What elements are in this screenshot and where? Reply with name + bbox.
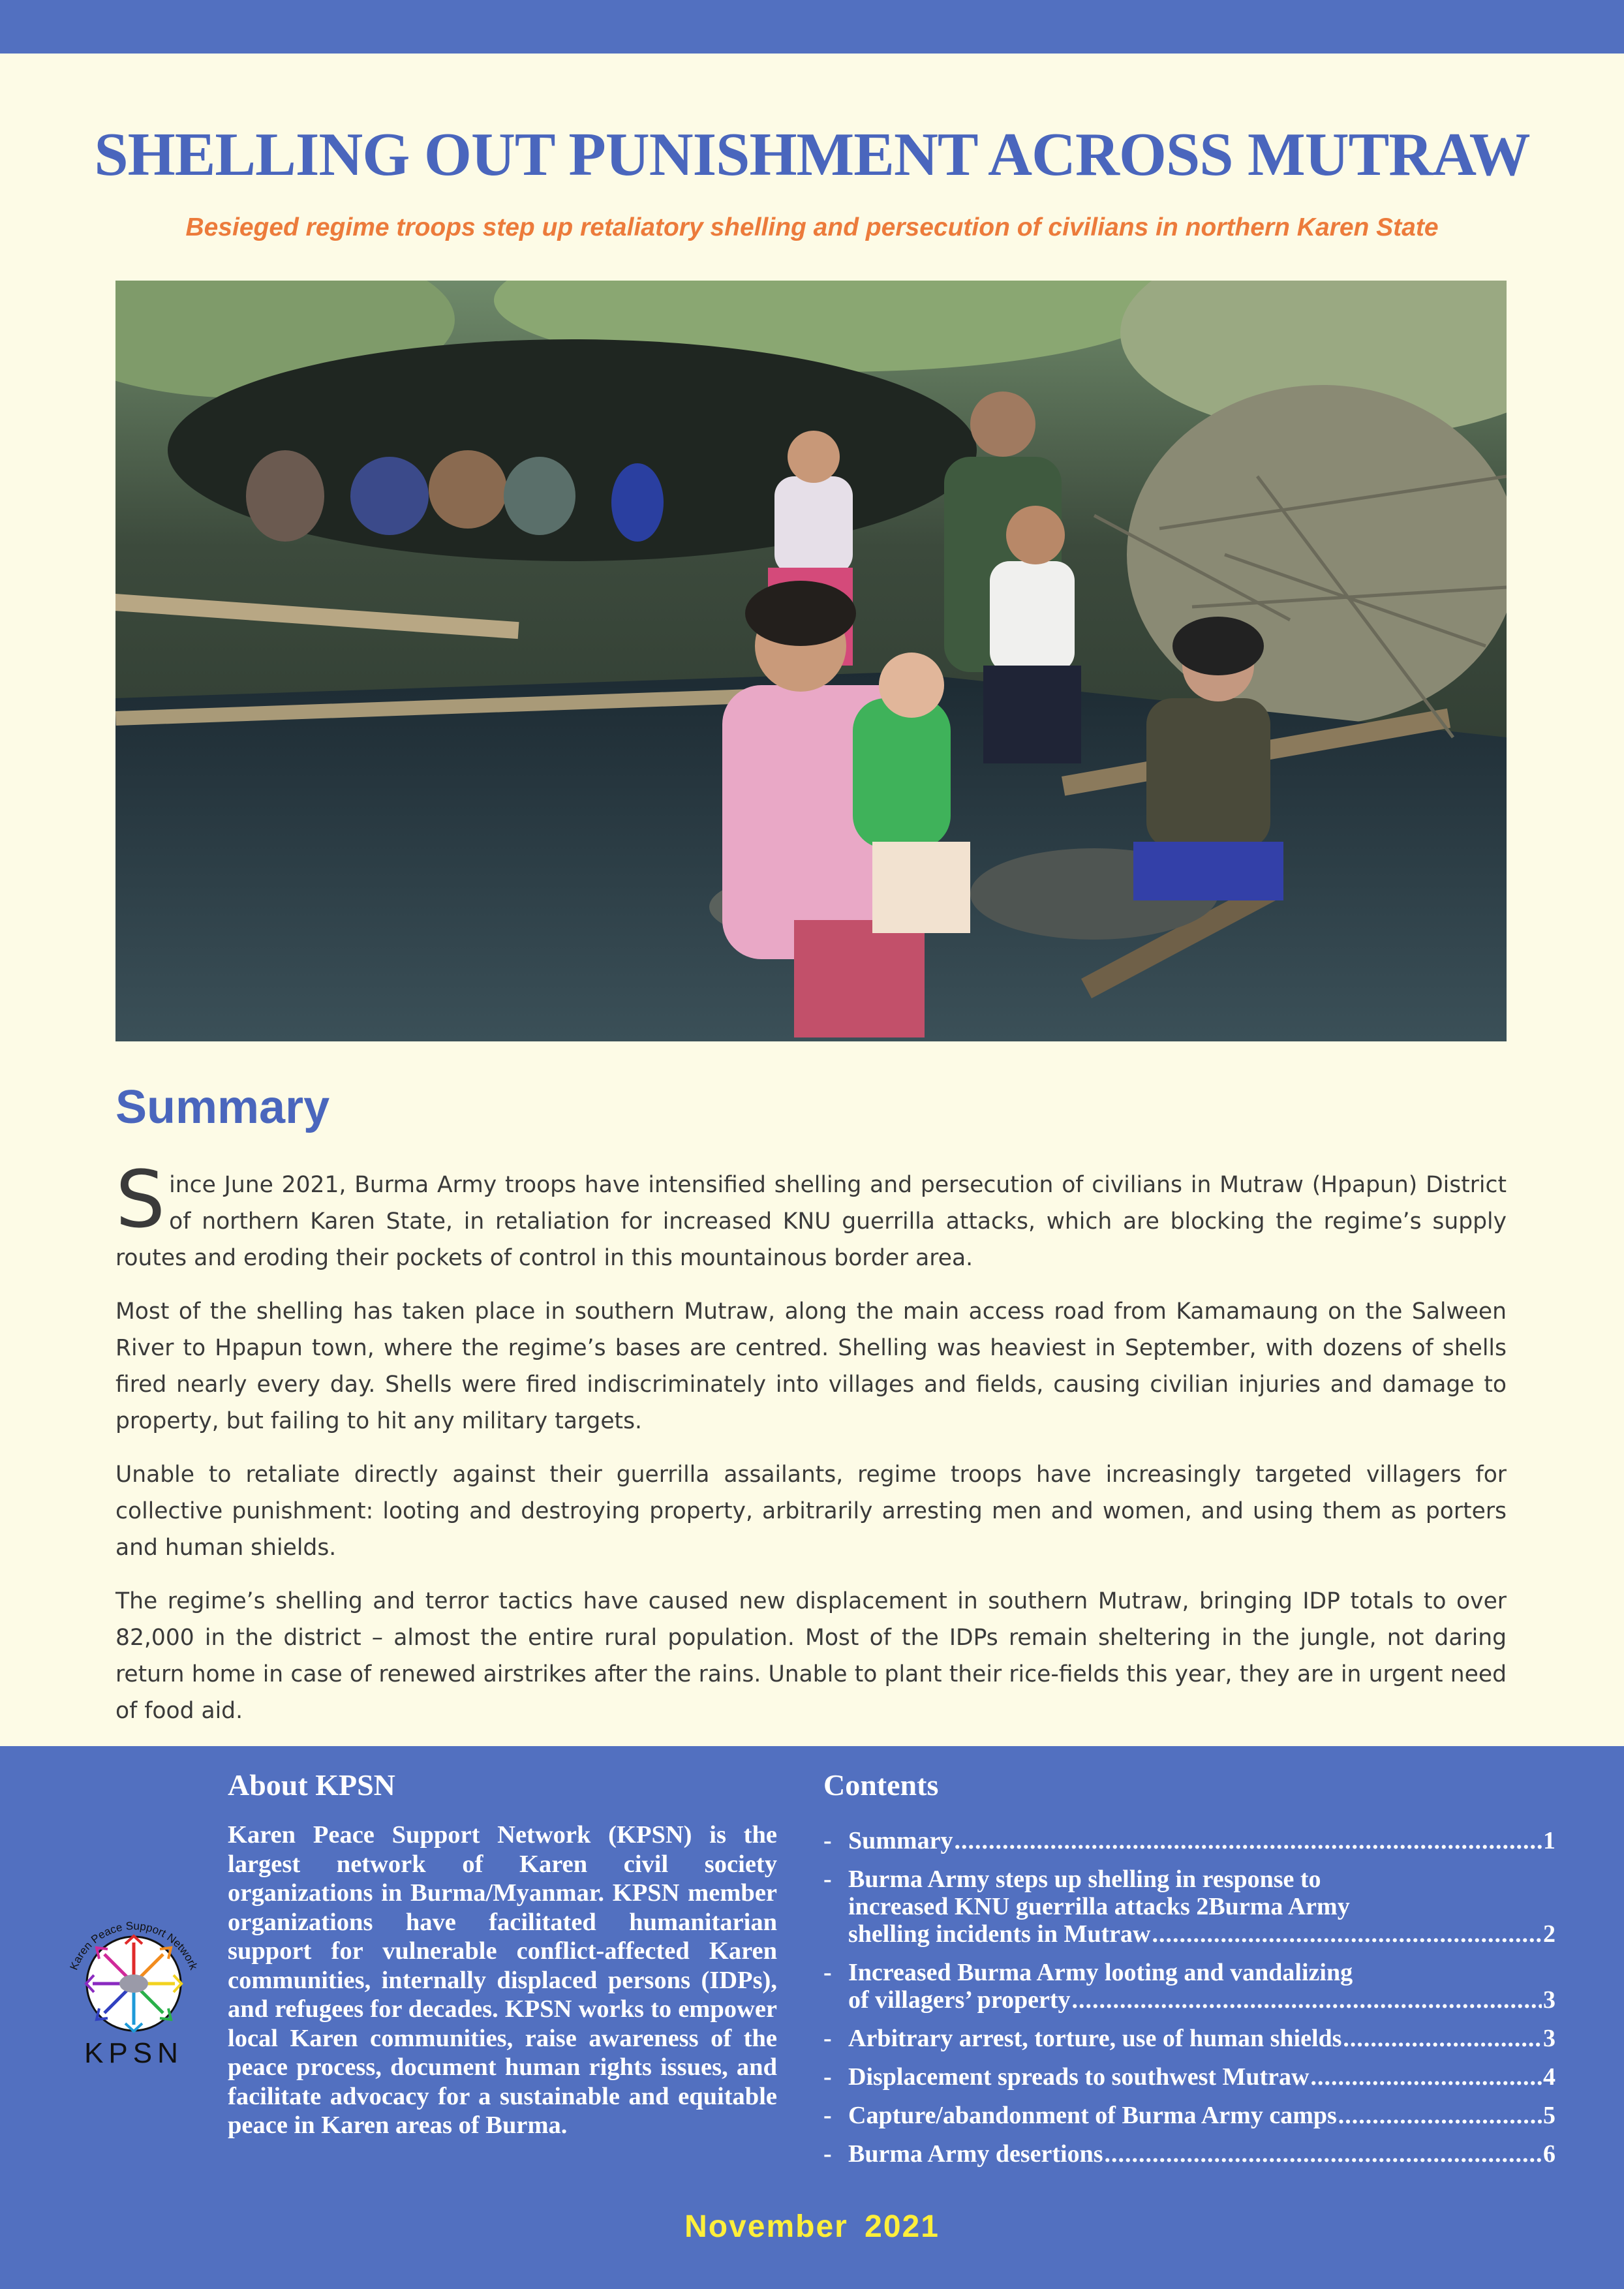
toc-page-number: 4 xyxy=(1543,2063,1555,2091)
summary-paragraph-3: Unable to retaliate directly against their guerrilla assailants, regime troops have increasingly targeted villagers for collective punishment: looting and destroying property, arbitrarily arresting men and women, and using them as porters and human shields. xyxy=(115,1462,1507,1561)
page-title: SHELLING OUT PUNISHMENT ACROSS MUTRAW xyxy=(94,121,1530,189)
toc-page-number: 5 xyxy=(1543,2102,1555,2129)
toc-page-number: 6 xyxy=(1543,2140,1555,2168)
toc-item-shelling[interactable]: - Burma Army steps up shelling in response to increased KNU guerrilla attacks 2Burma Army shelling incidents in Mutraw ..... 2 xyxy=(823,1866,1555,1948)
toc-dash: - xyxy=(823,1866,832,1893)
toc-item-looting[interactable]: - Increased Burma Army looting and vandalizing of villagers’ property ..... 3 xyxy=(823,1959,1555,2014)
logo-ring-text: Karen Peace Support Network xyxy=(67,1919,200,1972)
top-color-band xyxy=(0,0,1624,54)
toc-dash: - xyxy=(823,1959,832,1986)
summary-heading: Summary xyxy=(115,1081,330,1133)
summary-paragraph-2: Most of the shelling has taken place in southern Mutraw, along the main access road from Kamamaung on the Salween River to Hpapun town, where the regime’s bases are centred. Shelling was heaviest in September, with dozens of shells fired nearly every day. Shells were fired indiscriminately into villages and fields, causing civilian injuries and damage to property, but failing to hit any military targets. xyxy=(115,1298,1507,1434)
toc-item-displacement[interactable]: - Displacement spreads to southwest Mutraw ..... 4 xyxy=(823,2063,1555,2091)
toc-dash: - xyxy=(823,2102,832,2129)
logo-label: KPSN xyxy=(84,2037,183,2069)
summary-paragraph-1-text: ince June 2021, Burma Army troops have intensified shelling and persecution of civilians in Mutraw (Hpapun) District of northern Karen State, in retaliation for increased KNU guerrilla attacks, which are blocking the regime’s supply routes and eroding their pockets of control in this mountainous border area. xyxy=(115,1172,1507,1271)
publication-date: November 2021 xyxy=(684,2209,940,2244)
toc-dash: - xyxy=(823,2140,832,2168)
summary-paragraph-1 xyxy=(115,1155,1507,1276)
summary-paragraph-4: The regime’s shelling and terror tactics have caused new displacement in southern Mutraw, bringing IDP totals to over 82,000 in the district – almost the entire rural population. Most of the IDPs remain sheltering in the jungle, not daring return home in case of renewed airstrikes after the rains. Unable to plant their rice-fields this year, they are in urgent need of food aid. xyxy=(115,1588,1507,1724)
about-heading: About KPSN xyxy=(228,1768,395,1802)
toc-dash: - xyxy=(823,2025,832,2052)
toc-item-arrest[interactable]: - Arbitrary arrest, torture, use of human shields ..... 3 xyxy=(823,2025,1555,2052)
about-text: Karen Peace Support Network (KPSN) is the largest network of Karen civil society organizations in Burma/Myanmar. KPSN member organizations have facilitated humanitarian support for vulnerable conflict-affected Karen communities, internally displaced persons (IDPs), and refugees for decades. KPSN works to empower local Karen communities, raise awareness of the peace process, document human rights issues, and facilitate advocacy for a sustainable and equitable peace in Karen areas of Burma. xyxy=(228,1821,777,2139)
toc-page-number: 3 xyxy=(1543,2025,1555,2052)
toc-page-number: 3 xyxy=(1543,1986,1555,2014)
toc-dash: - xyxy=(823,1827,832,1854)
toc-item-desertions[interactable]: - Burma Army desertions ..... 6 xyxy=(823,2140,1555,2168)
drop-cap: S xyxy=(115,1155,166,1246)
toc-dash: - xyxy=(823,2063,832,2091)
toc-item-camps[interactable]: - Capture/abandonment of Burma Army camps ..... 5 xyxy=(823,2102,1555,2129)
toc-item-summary[interactable]: - Summary ..... 1 xyxy=(823,1827,1555,1854)
summary-body xyxy=(115,1155,1507,1746)
photo-villagers-crossing-stream-icon xyxy=(115,281,1507,1041)
kpsn-logo xyxy=(52,1896,215,2072)
contents-heading: Contents xyxy=(823,1768,939,1802)
toc-page-number: 1 xyxy=(1543,1827,1555,1854)
cover-photo xyxy=(115,281,1507,1041)
contents-list xyxy=(823,1827,1555,2179)
page-subtitle: Besieged regime troops step up retaliatory shelling and persecution of civilians in northern Karen State xyxy=(185,213,1439,241)
toc-page-number: 2 xyxy=(1543,1920,1555,1948)
